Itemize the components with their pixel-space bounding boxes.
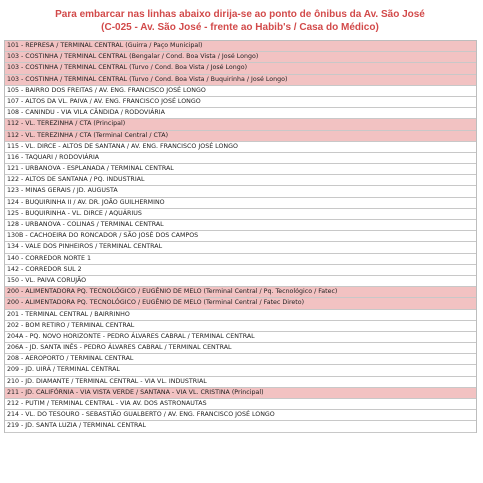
bus-line-row: 128 - URBANOVA - COLINAS / TERMINAL CENTRAL: [5, 220, 476, 231]
bus-line-row: 210 - JD. DIAMANTE / TERMINAL CENTRAL - VIA VL. INDUSTRIAL: [5, 377, 476, 388]
bus-line-row: 204A - PQ. NOVO HORIZONTE - PEDRO ÁLVARES CABRAL / TERMINAL CENTRAL: [5, 332, 476, 343]
bus-line-row: 206A - JD. SANTA INÊS - PEDRO ÁLVARES CABRAL / TERMINAL CENTRAL: [5, 343, 476, 354]
header-line-1: Para embarcar nas linhas abaixo dirija-se ao ponto de ônibus da Av. São José: [55, 9, 425, 20]
bus-line-row: 202 - BOM RETIRO / TERMINAL CENTRAL: [5, 321, 476, 332]
bus-line-row: 121 - URBANOVA - ESPLANADA / TERMINAL CENTRAL: [5, 164, 476, 175]
bus-line-row: 219 - JD. SANTA LUZIA / TERMINAL CENTRAL: [5, 421, 476, 432]
bus-line-row: 201 - TERMINAL CENTRAL / BAIRRINHO: [5, 310, 476, 321]
bus-line-row: 200 - ALIMENTADORA PQ. TECNOLÓGICO / EUGÊNIO DE MELO (Terminal Central / Pq. Tecnológico / Fatec): [5, 287, 476, 298]
notice-header: [5, 8, 475, 40]
bus-line-row: 103 - COSTINHA / TERMINAL CENTRAL (Turvo / Cond. Boa Vista / Buquirinha / José Longo): [5, 75, 476, 86]
bus-line-row: 103 - COSTINHA / TERMINAL CENTRAL (Turvo / Cond. Boa Vista / José Longo): [5, 63, 476, 74]
bus-line-row: 150 - VL. PAIVA CORUJÃO: [5, 276, 476, 287]
bus-line-row: 112 - VL. TEREZINHA / CTA (Terminal Central / CTA): [5, 131, 476, 142]
bus-line-row: 122 - ALTOS DE SANTANA / PQ. INDUSTRIAL: [5, 175, 476, 186]
header-line-2: (C-025 - Av. São José - frente ao Habib's / Casa do Médico): [101, 22, 379, 33]
bus-line-row: 103 - COSTINHA / TERMINAL CENTRAL (Bengalar / Cond. Boa Vista / José Longo): [5, 52, 476, 63]
bus-line-row: 130B - CACHOEIRA DO RONCADOR / SÃO JOSÉ DOS CAMPOS: [5, 231, 476, 242]
bus-line-row: 107 - ALTOS DA VL. PAIVA / AV. ENG. FRANCISCO JOSÉ LONGO: [5, 97, 476, 108]
bus-line-row: 214 - VL. DO TESOURO - SEBASTIÃO GUALBERTO / AV. ENG. FRANCISCO JOSÉ LONGO: [5, 410, 476, 421]
bus-line-row: 108 - CANINDU - VIA VILA CÂNDIDA / RODOVIÁRIA: [5, 108, 476, 119]
bus-lines-table: [4, 40, 477, 433]
bus-line-row: 211 - JD. CALIFÓRNIA - VIA VISTA VERDE / SANTANA - VIA VL. CRISTINA (Principal): [5, 388, 476, 399]
bus-line-row: 209 - JD. UIRÁ / TERMINAL CENTRAL: [5, 365, 476, 376]
bus-line-row: 115 - VL. DIRCE - ALTOS DE SANTANA / AV. ENG. FRANCISCO JOSÉ LONGO: [5, 142, 476, 153]
bus-line-row: 125 - BUQUIRINHA - VL. DIRCE / AQUÁRIUS: [5, 209, 476, 220]
bus-line-row: 123 - MINAS GERAIS / JD. AUGUSTA: [5, 186, 476, 197]
bus-line-row: 124 - BUQUIRINHA II / AV. DR. JOÃO GUILHERMINO: [5, 198, 476, 209]
bus-line-row: 101 - REPRESA / TERMINAL CENTRAL (Guirra / Paço Municipal): [5, 41, 476, 52]
bus-line-row: 208 - AEROPORTO / TERMINAL CENTRAL: [5, 354, 476, 365]
bus-line-row: 142 - CORREDOR SUL 2: [5, 265, 476, 276]
bus-line-row: 116 - TAQUARI / RODOVIÁRIA: [5, 153, 476, 164]
bus-line-row: 212 - PUTIM / TERMINAL CENTRAL - VIA AV. DOS ASTRONAUTAS: [5, 399, 476, 410]
bus-line-row: 200 - ALIMENTADORA PQ. TECNOLÓGICO / EUGÊNIO DE MELO (Terminal Central / Fatec Direto): [5, 298, 476, 309]
bus-line-row: 134 - VALE DOS PINHEIROS / TERMINAL CENTRAL: [5, 242, 476, 253]
bus-line-row: 140 - CORREDOR NORTE 1: [5, 254, 476, 265]
bus-line-row: 112 - VL. TEREZINHA / CTA (Principal): [5, 119, 476, 130]
bus-line-row: 105 - BAIRRO DOS FREITAS / AV. ENG. FRANCISCO JOSÉ LONGO: [5, 86, 476, 97]
